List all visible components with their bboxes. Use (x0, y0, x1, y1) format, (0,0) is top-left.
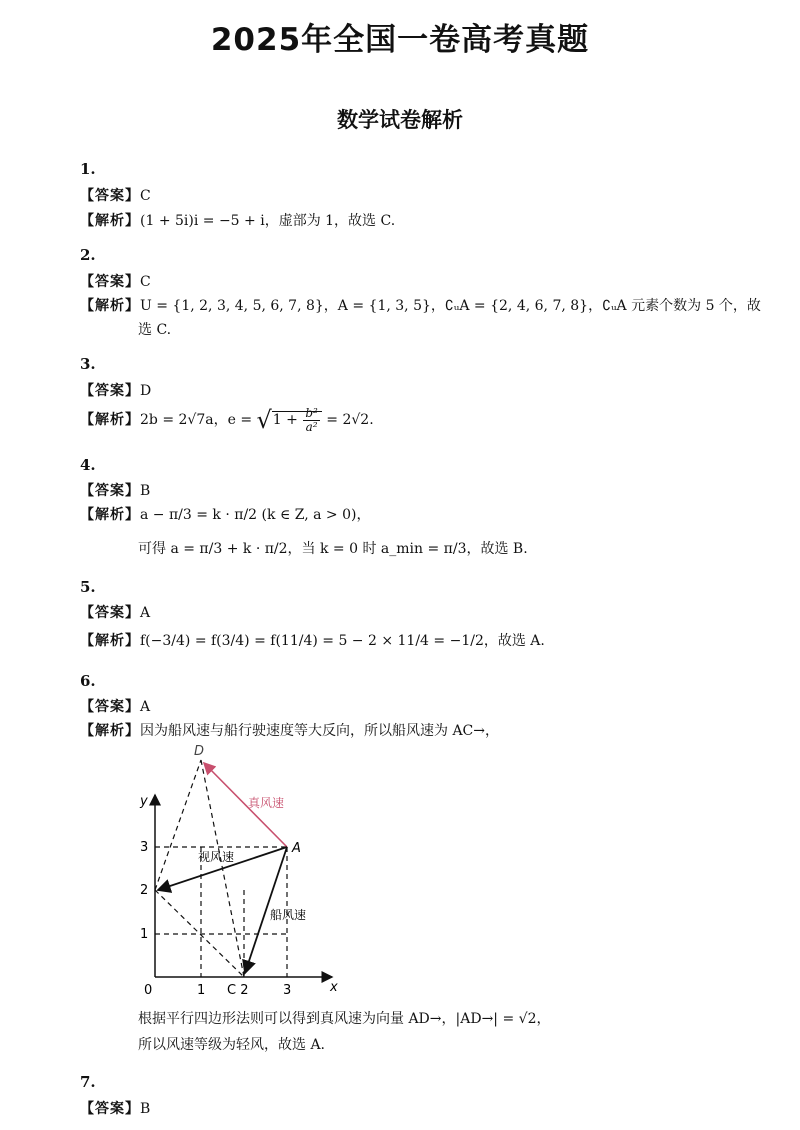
y-tick-label: 3 (140, 840, 149, 855)
answer-value: B (140, 1101, 151, 1117)
question-number: 3. (80, 355, 96, 373)
question-number: 2. (80, 246, 96, 264)
x-axis-label: x (330, 980, 338, 995)
answer-line (80, 696, 150, 716)
analysis-tag: 【解析】 (80, 412, 140, 428)
analysis-line (80, 630, 545, 650)
question-number: 1. (80, 160, 96, 178)
analysis-tag: 【解析】 (80, 633, 140, 649)
answer-line (80, 602, 150, 622)
analysis-tag: 【解析】 (80, 298, 140, 314)
answer-tag: 【答案】 (80, 699, 140, 715)
analysis-text: 2b = 2√7a，e = (140, 412, 257, 428)
analysis-text: f(−3/4) = f(3/4) = f(11/4) = 5 − 2 × 11/4 = −1/2，故选 A. (140, 633, 545, 649)
answer-tag: 【答案】 (80, 274, 140, 290)
x-tick-label: C 2 (227, 983, 249, 997)
analysis-tag: 【解析】 (80, 723, 140, 739)
point-label-d: D (194, 744, 205, 759)
question-number: 4. (80, 456, 96, 474)
y-tick-label: 1 (140, 927, 149, 942)
answer-value: D (140, 383, 152, 399)
analysis-tag: 【解析】 (80, 213, 140, 229)
answer-line (80, 480, 150, 500)
point-label-a: A (292, 841, 301, 856)
x-tick-label: 3 (283, 983, 292, 997)
analysis-conclusion-2: 所以风速等级为轻风，故选 A. (138, 1037, 326, 1053)
answer-value: B (140, 483, 151, 499)
answer-value: A (140, 605, 151, 621)
question-number: 7. (80, 1073, 96, 1091)
answer-value: C (140, 188, 151, 204)
analysis-tag: 【解析】 (80, 507, 140, 523)
sqrt-radicand: 1 + $\frac{\text{b²}}{\text{a²}}$ (272, 411, 322, 428)
wind-vector-diagram (120, 735, 350, 997)
analysis-text: 因为船风速与船行驶速度等大反向，所以船风速为 AC→， (140, 723, 500, 739)
question-number: 5. (80, 578, 96, 596)
question-number: 6. (80, 672, 96, 690)
y-axis-label: y (140, 794, 148, 809)
answer-tag: 【答案】 (80, 383, 140, 399)
analysis-line (80, 406, 374, 434)
analysis-text: (1 + 5i)i = −5 + i，虚部为 1，故选 C. (140, 213, 396, 229)
analysis-line (80, 295, 761, 315)
page-title: 2025年全国一卷高考真题 (210, 22, 590, 58)
boat-wind-label: 船风速 (270, 908, 307, 922)
analysis-conclusion-1: 根据平行四边形法则可以得到真风速为向量 AD→，|AD→| = √2， (138, 1011, 551, 1027)
answer-line (80, 185, 151, 205)
x-tick-label: 1 (197, 983, 206, 997)
apparent-wind-label: 视风速 (198, 850, 235, 864)
true-wind-label: 真风速 (248, 796, 285, 810)
answer-tag: 【答案】 (80, 483, 140, 499)
analysis-line (80, 504, 370, 524)
analysis-line (80, 210, 395, 230)
y-tick-label: 2 (140, 883, 149, 898)
analysis-text: U = {1, 2, 3, 4, 5, 6, 7, 8}，A = {1, 3, 5}，∁ᵤA = {2, 4, 6, 7, 8}，∁ᵤA 元素个数为 5 个，故 (140, 298, 761, 314)
answer-tag: 【答案】 (80, 605, 140, 621)
analysis-continuation: 选 C. (138, 322, 172, 338)
answer-tag: 【答案】 (80, 188, 140, 204)
analysis-result: = 2√2. (321, 412, 374, 428)
x-tick-label: 0 (144, 983, 153, 997)
answer-line (80, 1098, 150, 1118)
analysis-text: a − π/3 = k · π/2 (k ∈ Z, a > 0)， (140, 507, 371, 523)
page-subtitle: 数学试卷解析 (337, 108, 463, 132)
sqrt-symbol: √ (256, 406, 272, 434)
analysis-continuation: 可得 a = π/3 + k · π/2，当 k = 0 时 a_min = π/3，故选 B. (138, 541, 528, 557)
answer-line (80, 380, 151, 400)
fraction: $\frac{\text{b²}}{\text{a²}}$ (305, 405, 318, 434)
answer-tag: 【答案】 (80, 1101, 140, 1117)
answer-line (80, 271, 151, 291)
answer-value: A (140, 699, 151, 715)
answer-value: C (140, 274, 151, 290)
